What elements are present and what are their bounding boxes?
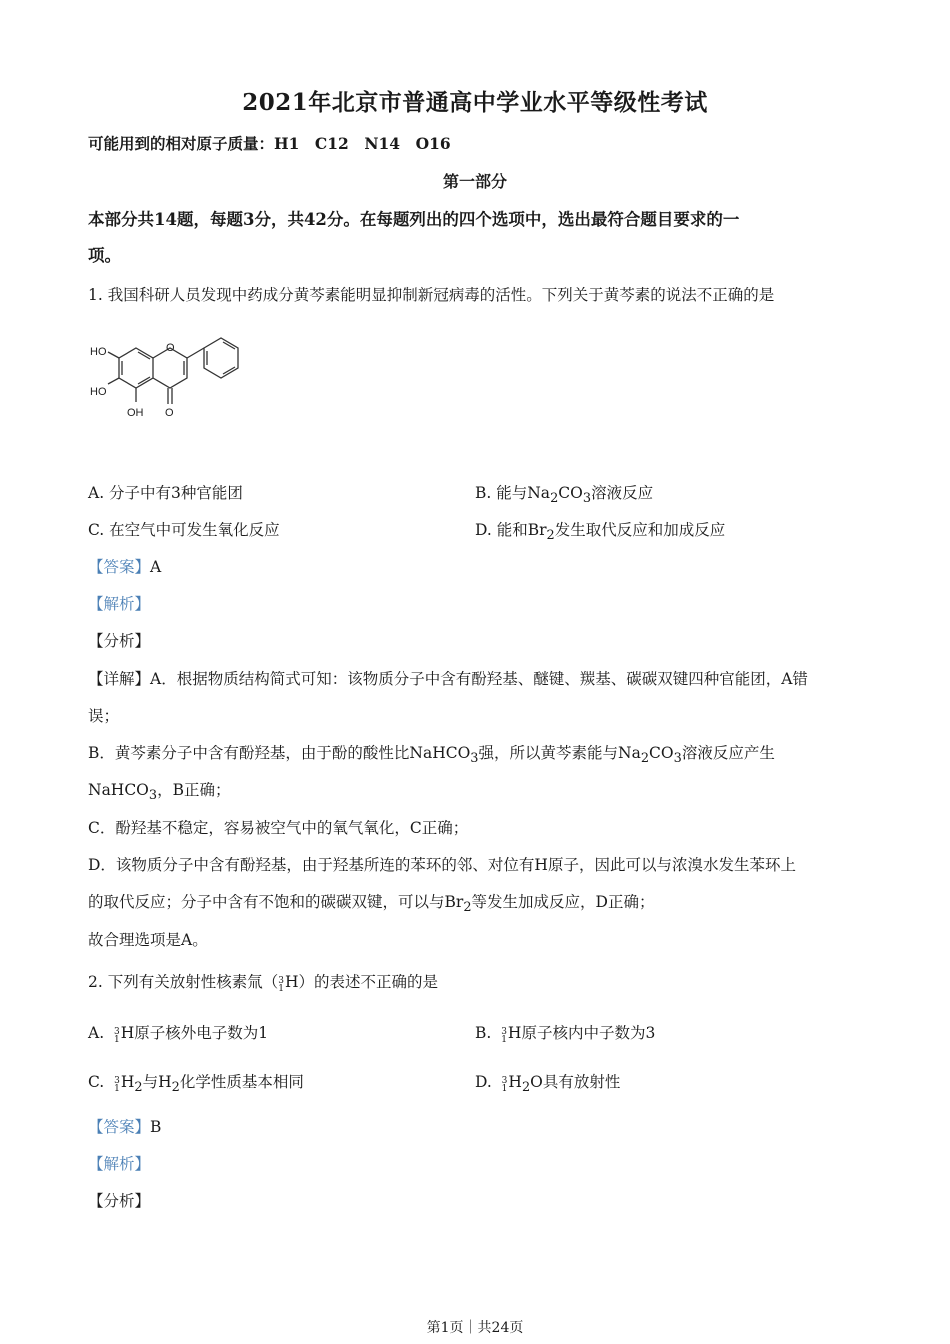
q1-fenxi-tag: 【分析】 <box>88 632 151 650</box>
q2-option-c: C. 3 1 $H_2$与$H_2$化学性质基本相同 <box>88 1073 304 1096</box>
q2-analysis-tag: 【解析】 <box>88 1155 151 1173</box>
ho-label-mid: HO <box>90 386 107 398</box>
atomic-mass-line: 可能用到的相对原子质量：H1 C12 N14 O16 <box>88 134 451 153</box>
q1-detail-4: NaHCO$_3$，B正确； <box>88 781 231 804</box>
instructions-line-2: 项。 <box>88 246 121 265</box>
q2-stem: 2. 下列有关放射性核素氚（ 3 1 H）的表述不正确的是 <box>88 973 438 994</box>
page-footer: 第1页｜共24页 <box>426 1320 524 1336</box>
keto-oxygen-label: O <box>165 407 174 419</box>
q2-answer: 【答案】B <box>88 1118 162 1136</box>
q2-option-b: B. 3 1 H原子核内中子数为3 <box>475 1024 656 1045</box>
ho-label-top: HO <box>90 346 107 358</box>
q2-fenxi-tag: 【分析】 <box>88 1192 151 1210</box>
q1-option-c: C. 在空气中可发生氧化反应 <box>88 521 280 539</box>
q1-analysis-tag: 【解析】 <box>88 595 151 613</box>
baicalein-structure <box>86 328 261 428</box>
pyranone-ring <box>153 348 187 388</box>
section-heading: 第一部分 <box>442 172 507 191</box>
q1-detail-3: B．黄芩素分子中含有酚羟基，由于酚的酸性比NaHCO$_3$强，所以黄芩素能与$Na_2CO_3$溶液反应产生 <box>88 744 775 767</box>
q1-stem: 1. 我国科研人员发现中药成分黄芩素能明显抑制新冠病毒的活性。下列关于黄芩素的说法不正确的是 <box>88 286 775 304</box>
q1-detail-8: 故合理选项是A。 <box>88 931 208 949</box>
q1-option-a: A. 分子中有3种官能团 <box>88 484 243 502</box>
q1-answer: 【答案】A <box>88 558 162 576</box>
q1-detail-5: C．酚羟基不稳定，容易被空气中的氧气氧化，C正确； <box>88 819 469 837</box>
q1-option-b: B. 能与$Na_2CO_3$溶液反应 <box>475 484 654 507</box>
q2-option-d: D. 3 1 $H_2O$具有放射性 <box>475 1073 621 1096</box>
ring-oxygen-label: O <box>166 342 175 354</box>
page-title: 2021年北京市普通高中学业水平等级性考试 <box>242 89 708 116</box>
phenyl-ring <box>204 338 238 378</box>
left-benzene-ring <box>119 348 153 388</box>
q1-detail-2: 误； <box>88 707 120 725</box>
oh-label: OH <box>127 407 144 419</box>
q1-detail-7: 的取代反应；分子中含有不饱和的碳碳双键，可以与$Br_2$等发生加成反应，D正确； <box>88 893 655 916</box>
q1-detail-6: D．该物质分子中含有酚羟基，由于羟基所连的苯环的邻、对位有H原子，因此可以与浓溴水发生苯环上 <box>88 856 796 874</box>
q1-option-d: D. 能和$Br_2$发生取代反应和加成反应 <box>475 521 726 544</box>
q1-detail-1: 【详解】A．根据物质结构简式可知：该物质分子中含有酚羟基、醚键、羰基、碳碳双键四种官能团，A错 <box>88 670 808 688</box>
q2-option-a: A. 3 1 H原子核外电子数为1 <box>88 1024 269 1045</box>
instructions-line-1: 本部分共14题，每题3分，共42分。在每题列出的四个选项中，选出最符合题目要求的一 <box>88 210 740 229</box>
